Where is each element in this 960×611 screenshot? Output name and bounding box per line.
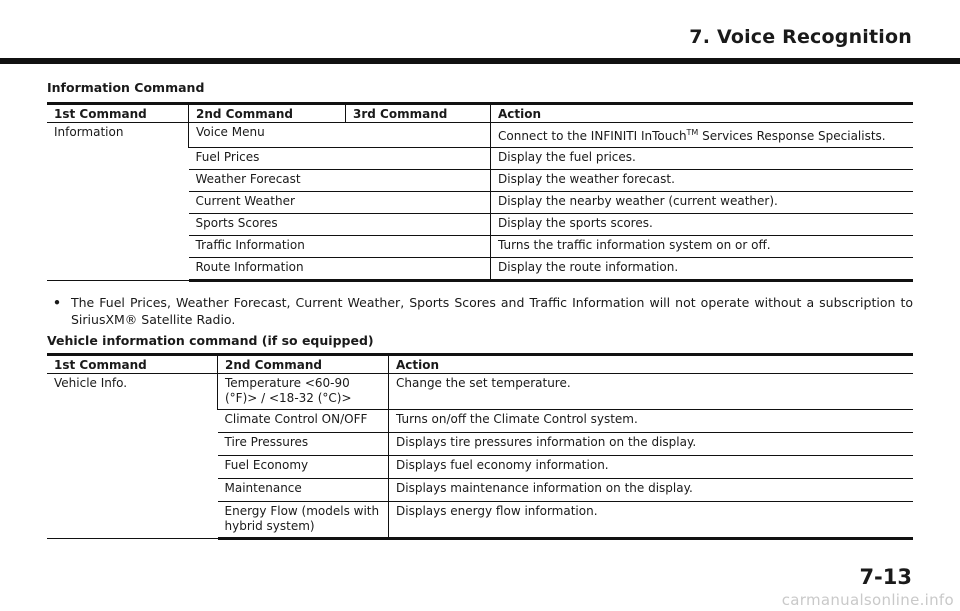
action-cell: Display the fuel prices.	[491, 148, 914, 170]
bullet: •	[53, 295, 61, 310]
second-command-cell: Fuel Economy	[218, 456, 389, 479]
action-text: Connect to the INFINITI InTouch	[498, 129, 687, 143]
second-command-cell: Maintenance	[218, 479, 389, 502]
column-header: 3rd Command	[346, 104, 491, 123]
action-text: Services Response Specialists.	[698, 129, 886, 143]
table-row	[47, 123, 913, 148]
second-command-cell: Tire Pressures	[218, 433, 389, 456]
trademark-superscript: TM	[686, 128, 699, 137]
second-command-cell: Route Information	[189, 258, 491, 281]
vehicle-information-command-table	[47, 353, 913, 540]
column-header: 1st Command	[47, 104, 189, 123]
second-command-cell: Traffic Information	[189, 236, 491, 258]
action-cell: Displays maintenance information on the display.	[389, 479, 914, 502]
action-cell: Display the route information.	[491, 258, 914, 281]
action-cell: Turns the traffic information system on or off.	[491, 236, 914, 258]
table-header-row	[47, 355, 913, 374]
chapter-title: 7. Voice Recognition	[689, 26, 912, 48]
subscription-note	[47, 294, 913, 328]
action-cell: Display the nearby weather (current weather).	[491, 192, 914, 214]
column-header: 2nd Command	[189, 104, 346, 123]
action-cell: Display the weather forecast.	[491, 170, 914, 192]
action-cell: Display the sports scores.	[491, 214, 914, 236]
note-text: The Fuel Prices, Weather Forecast, Current Weather, Sports Scores and Traffic Information will not operate without a subscription to SiriusXM® Satellite Radio.	[71, 295, 913, 327]
table-header-row	[47, 104, 913, 123]
second-command-cell: Weather Forecast	[189, 170, 491, 192]
second-command-cell: Fuel Prices	[189, 148, 491, 170]
action-cell: Change the set temperature.	[389, 374, 914, 410]
table-row	[47, 374, 913, 410]
action-cell	[491, 123, 914, 148]
column-header: 2nd Command	[218, 355, 389, 374]
header-rule	[0, 58, 960, 64]
second-command-cell: Climate Control ON/OFF	[218, 410, 389, 433]
second-command-cell: Sports Scores	[189, 214, 491, 236]
vehicle-information-command-title: Vehicle information command (if so equipped)	[47, 333, 374, 348]
column-header: Action	[389, 355, 914, 374]
second-command-cell: Temperature <60-90 (°F)> / <18-32 (°C)>	[218, 374, 389, 410]
action-cell: Displays fuel economy information.	[389, 456, 914, 479]
first-command-cell: Vehicle Info.	[47, 374, 218, 539]
action-cell: Displays energy flow information.	[389, 502, 914, 539]
second-command-cell: Energy Flow (models with hybrid system)	[218, 502, 389, 539]
second-command-cell: Current Weather	[189, 192, 491, 214]
watermark: carmanualsonline.info	[781, 591, 954, 609]
information-command-table	[47, 102, 913, 282]
column-header: 1st Command	[47, 355, 218, 374]
action-cell: Displays tire pressures information on the display.	[389, 433, 914, 456]
column-header: Action	[491, 104, 914, 123]
second-command-cell: Voice Menu	[189, 123, 491, 148]
first-command-cell: Information	[47, 123, 189, 281]
information-command-title: Information Command	[47, 80, 205, 95]
action-cell: Turns on/off the Climate Control system.	[389, 410, 914, 433]
page-number: 7-13	[859, 565, 912, 589]
